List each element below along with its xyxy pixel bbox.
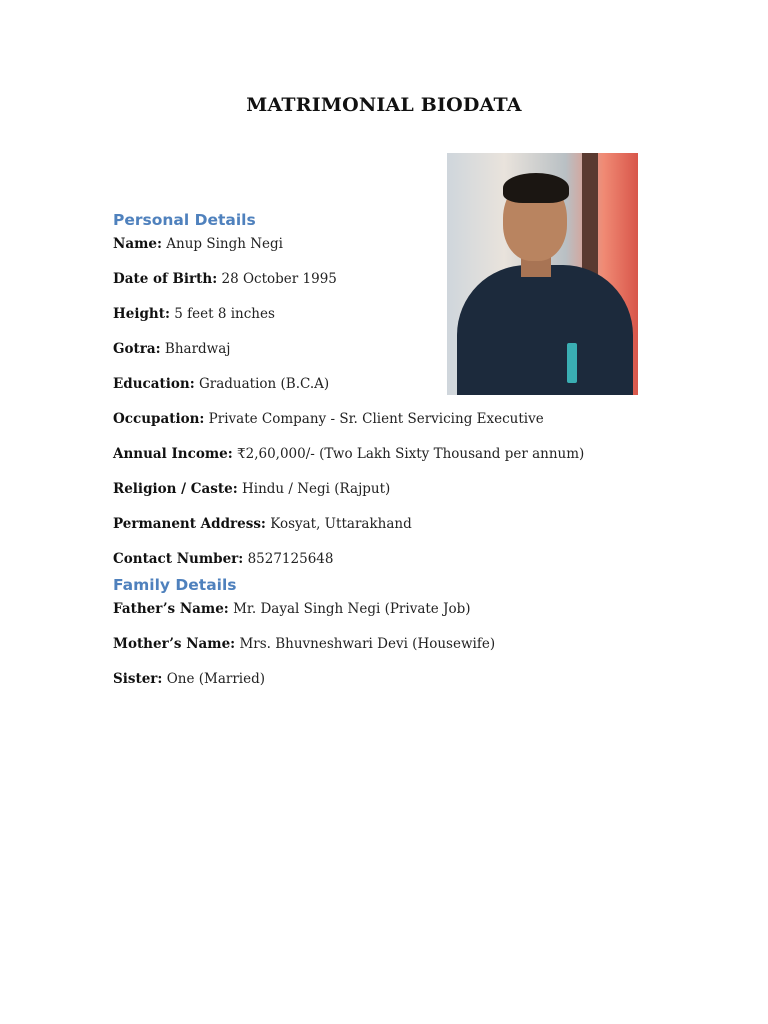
field-label: Contact Number: xyxy=(113,551,244,567)
field-label: Name: xyxy=(113,236,162,252)
field-value: 8527125648 xyxy=(247,551,334,567)
field-value: Bhardwaj xyxy=(164,341,231,357)
field-label: Annual Income: xyxy=(113,446,233,462)
field-mothers-name xyxy=(113,632,673,656)
field-label: Mother’s Name: xyxy=(113,636,236,652)
field-value: 28 October 1995 xyxy=(221,271,337,287)
biodata-content xyxy=(113,208,673,702)
field-date-of-birth xyxy=(113,267,673,291)
field-value: Graduation (B.C.A) xyxy=(198,376,330,392)
field-label: Occupation: xyxy=(113,411,205,427)
field-label: Date of Birth: xyxy=(113,271,218,287)
field-value: Kosyat, Uttarakhand xyxy=(270,516,412,532)
document-title: MATRIMONIAL BIODATA xyxy=(246,94,522,116)
field-permanent-address xyxy=(113,512,673,536)
family-details-heading: Family Details xyxy=(113,576,237,594)
field-label: Religion / Caste: xyxy=(113,481,238,497)
field-value: ₹2,60,000/- (Two Lakh Sixty Thousand per annum) xyxy=(237,446,585,462)
photo-hair xyxy=(503,173,569,203)
field-value: 5 feet 8 inches xyxy=(174,306,275,322)
personal-details-heading: Personal Details xyxy=(113,211,256,229)
field-gotra xyxy=(113,337,673,361)
field-education xyxy=(113,372,673,396)
field-value: Private Company - Sr. Client Servicing Executive xyxy=(208,411,544,427)
field-contact-number xyxy=(113,547,673,571)
field-value: Anup Singh Negi xyxy=(166,236,283,252)
field-label: Education: xyxy=(113,376,195,392)
field-sister xyxy=(113,667,673,691)
field-religion-caste xyxy=(113,477,673,501)
field-value: Mrs. Bhuvneshwari Devi (Housewife) xyxy=(239,636,496,652)
field-annual-income xyxy=(113,442,673,466)
field-label: Height: xyxy=(113,306,170,322)
field-occupation xyxy=(113,407,673,431)
field-value: One (Married) xyxy=(166,671,266,687)
field-value: Hindu / Negi (Rajput) xyxy=(241,481,391,497)
field-label: Sister: xyxy=(113,671,163,687)
field-label: Father’s Name: xyxy=(113,601,229,617)
field-fathers-name xyxy=(113,597,673,621)
field-label: Permanent Address: xyxy=(113,516,266,532)
field-label: Gotra: xyxy=(113,341,161,357)
field-value: Mr. Dayal Singh Negi (Private Job) xyxy=(233,601,471,617)
field-height xyxy=(113,302,673,326)
field-name xyxy=(113,232,673,256)
